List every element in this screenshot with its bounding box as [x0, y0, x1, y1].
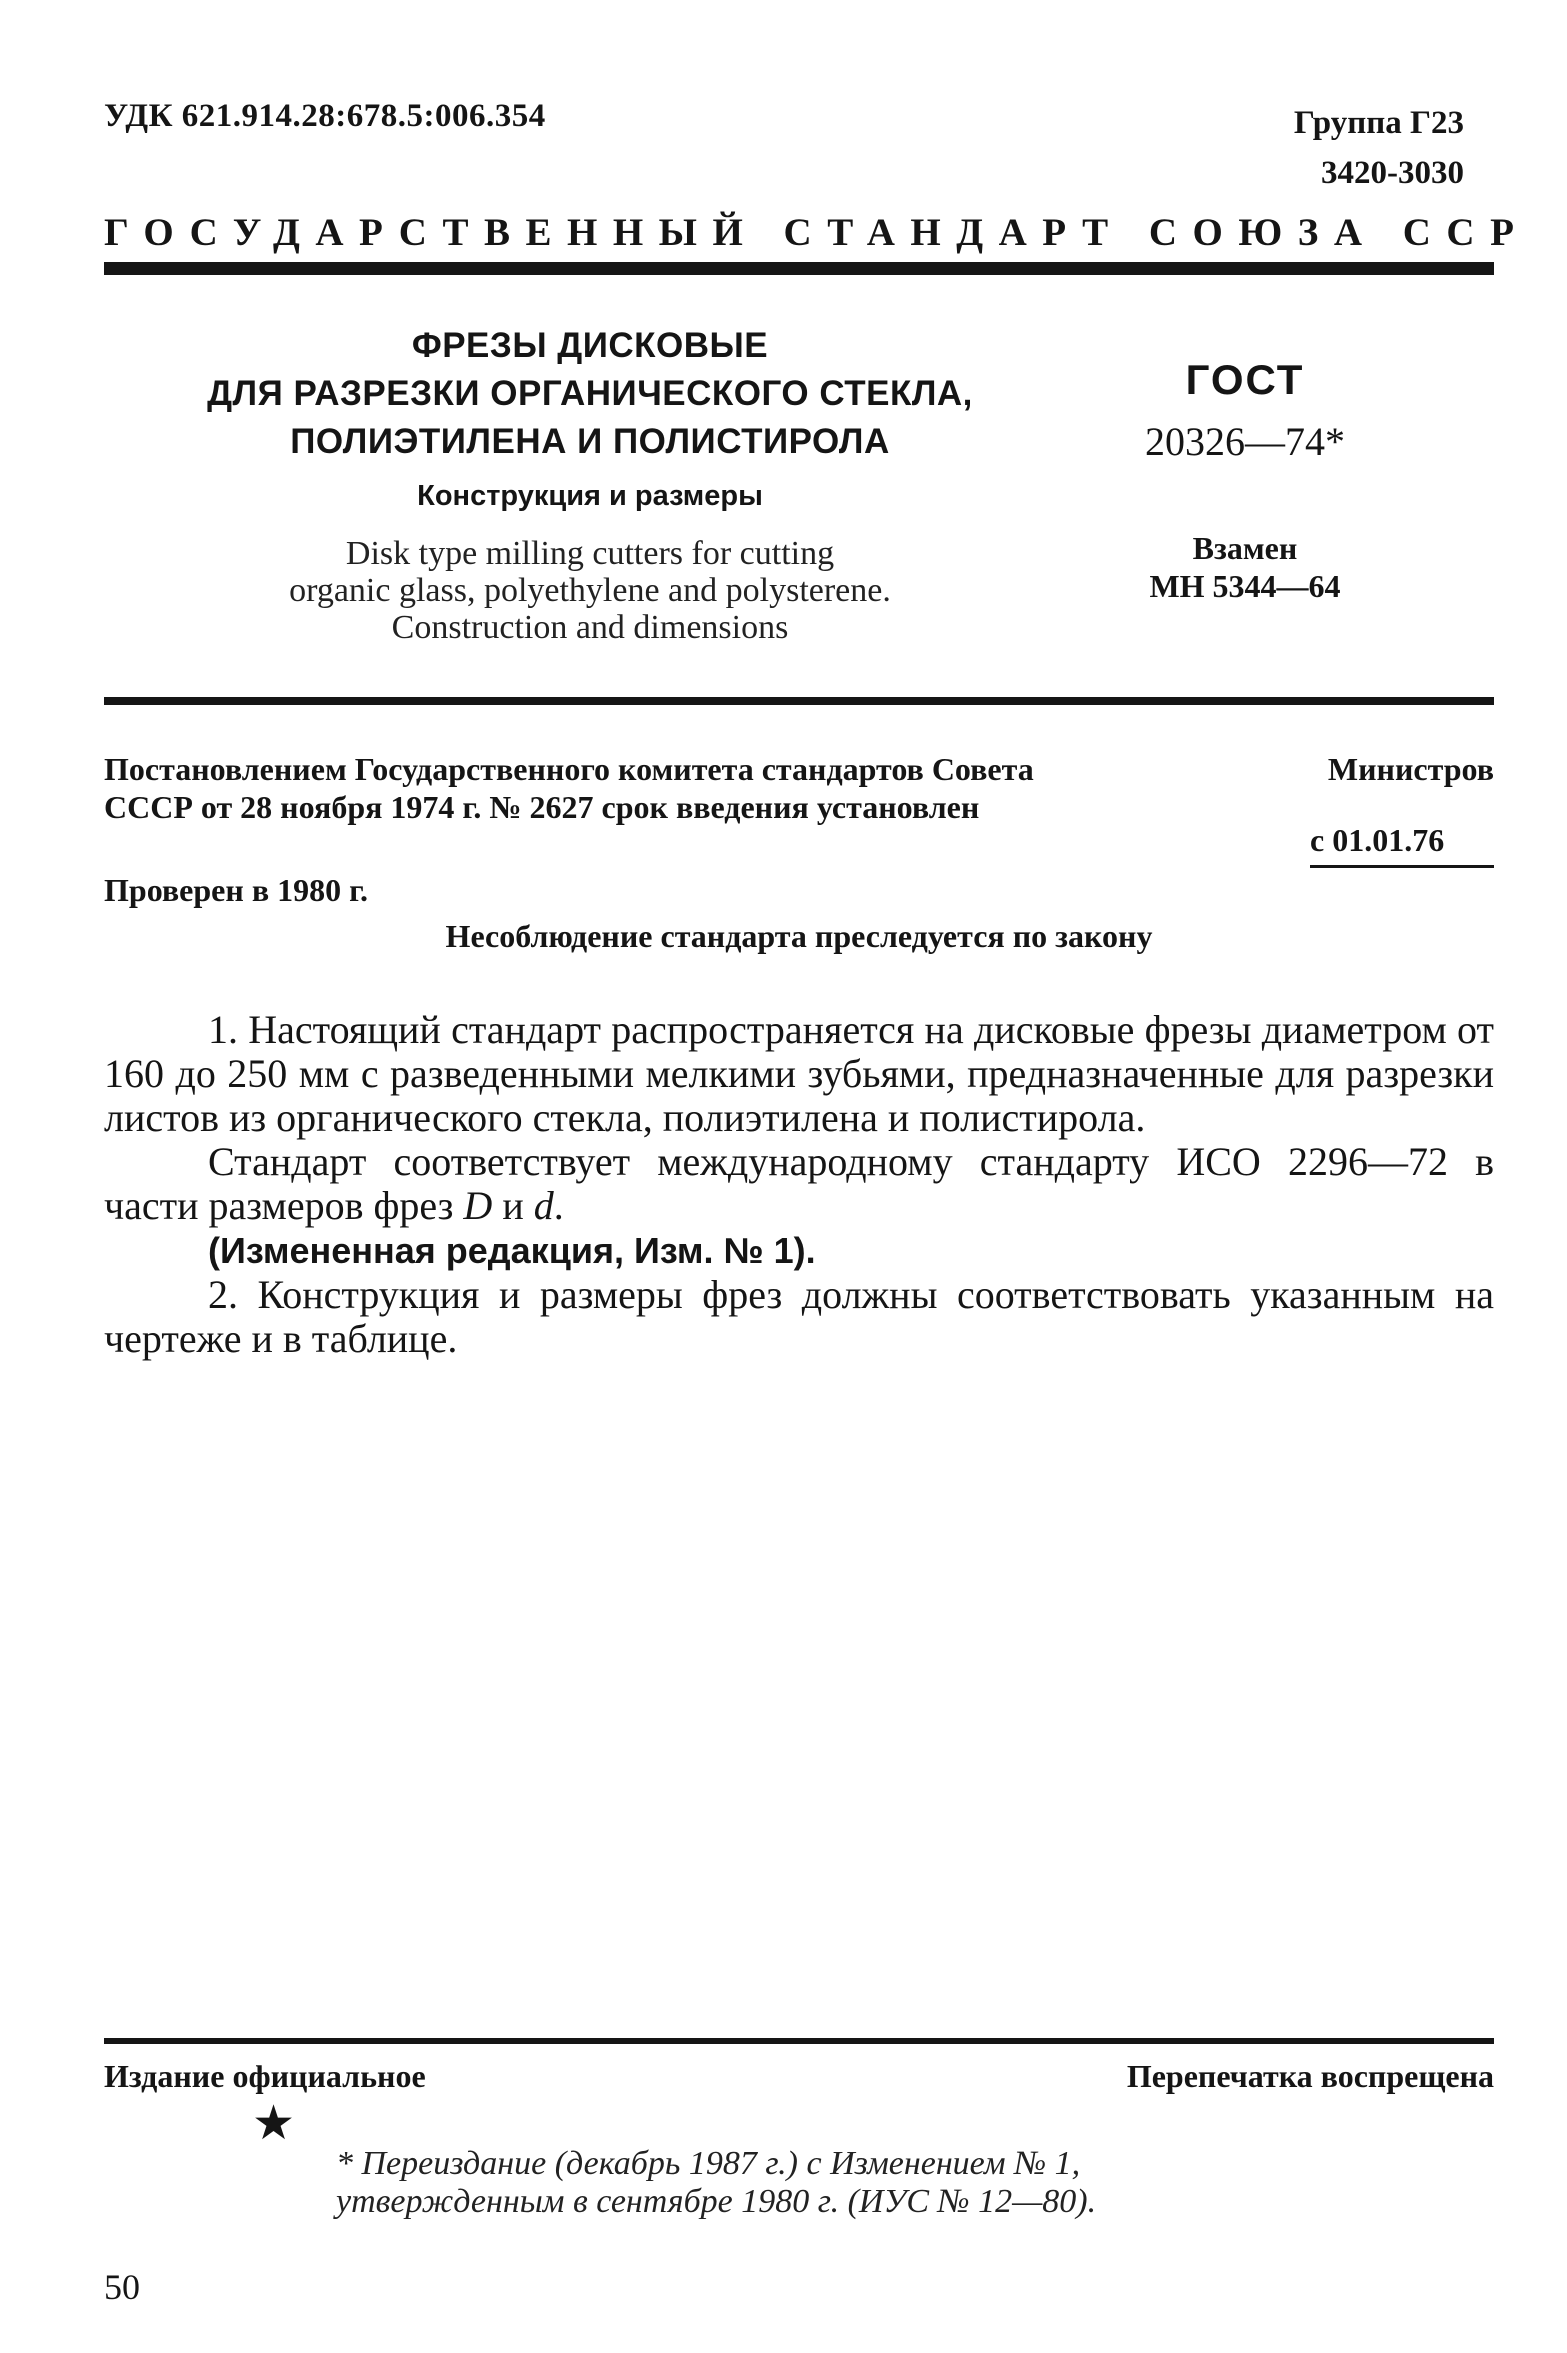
paragraph-3: 2. Конструкция и размеры фрез должны соответствовать указанным на чертеже и в таблице.: [104, 1272, 1494, 1361]
footnote-line2: утвержденным в сентябре 1980 г. (ИУС № 12—80).: [336, 2183, 1097, 2220]
title-divider: [104, 697, 1494, 705]
intro-date-block: [1310, 822, 1494, 868]
title-en-line2: organic glass, polyethylene and polysterene.: [289, 572, 891, 609]
amendment-note: (Измененная редакция, Изм. № 1).: [208, 1230, 816, 1271]
title-ru-line2: ДЛЯ РАЗРЕЗКИ ОРГАНИЧЕСКОГО СТЕКЛА,: [207, 374, 973, 413]
decree-line1-right: Министров: [1327, 751, 1494, 787]
udk-code: УДК 621.914.28:678.5:006.354: [104, 98, 546, 134]
paragraph-2: Стандарт соответствует международному стандарту ИСО 2296—72 в части размеров фрез D и d.: [104, 1139, 1494, 1228]
replaces-label: Взамен: [1192, 530, 1298, 566]
intro-date: с 01.01.76: [1310, 822, 1445, 858]
decree-line2: СССР от 28 ноября 1974 г. № 2627 срок введения установлен: [104, 789, 980, 825]
gost-label: ГОСТ: [1185, 356, 1305, 403]
decree-text: [104, 750, 1494, 826]
decree-line1: [104, 750, 1494, 788]
title-en-line1: Disk type milling cutters for cutting: [345, 535, 835, 572]
okp-code: 3420-3030: [1321, 155, 1464, 191]
subtitle-ru: Конструкция и размеры: [417, 480, 763, 512]
footnote-line1: * Переиздание (декабрь 1987 г.) с Изменением № 1,: [336, 2145, 1081, 2182]
reprint-prohibited: Перепечатка воспрещена: [1126, 2058, 1494, 2094]
gost-number: 20326—74*: [1145, 419, 1345, 464]
reissue-footnote: [336, 2145, 1336, 2221]
intro-date-underline: [1310, 865, 1494, 868]
var-D: D: [463, 1183, 493, 1228]
law-notice: Несоблюдение стандарта преследуется по закону: [445, 918, 1153, 954]
official-edition: Издание официальное: [104, 2058, 426, 2094]
title-block: [150, 322, 1030, 646]
gost-block: [1080, 356, 1410, 605]
title-ru-line3: ПОЛИЭТИЛЕНА И ПОЛИСТИРОЛА: [290, 422, 890, 461]
title-en-line3: Construction and dimensions: [391, 609, 789, 646]
verified-year: Проверен в 1980 г.: [104, 872, 369, 908]
body-text: [104, 1008, 1494, 1361]
paragraph-1: 1. Настоящий стандарт распространяется на дисковые фрезы диаметром от 160 до 250 мм с разведенными мелкими зубьями, предназначенные для разрезки листов из органического стекла, полиэтилена и полистирола.: [104, 1007, 1494, 1140]
group-code: Группа Г23: [1293, 105, 1464, 141]
amendment-line: [104, 1228, 1494, 1273]
page-number: 50: [104, 2267, 140, 2307]
var-d: d: [533, 1183, 554, 1228]
replaces-value: МН 5344—64: [1149, 568, 1341, 604]
classification-block: [1294, 98, 1464, 198]
title-ru-line1: ФРЕЗЫ ДИСКОВЫЕ: [411, 326, 769, 365]
title-en: [150, 535, 1030, 646]
header-divider: [104, 262, 1494, 275]
conj-and: и: [502, 1183, 524, 1228]
state-standard-heading: ГОСУДАРСТВЕННЫЙ СТАНДАРТ СОЮЗА ССР: [104, 211, 1530, 254]
replaces-block: [1080, 529, 1410, 605]
paragraph-2-text: Стандарт соответствует международному стандарту ИСО 2296—72 в части размеров фрез: [104, 1139, 1494, 1228]
star-icon: ★: [252, 2097, 296, 2150]
decree-line1-left: Постановлением Государственного комитета стандартов Совета: [104, 751, 1034, 787]
footer-divider: [104, 2038, 1494, 2044]
